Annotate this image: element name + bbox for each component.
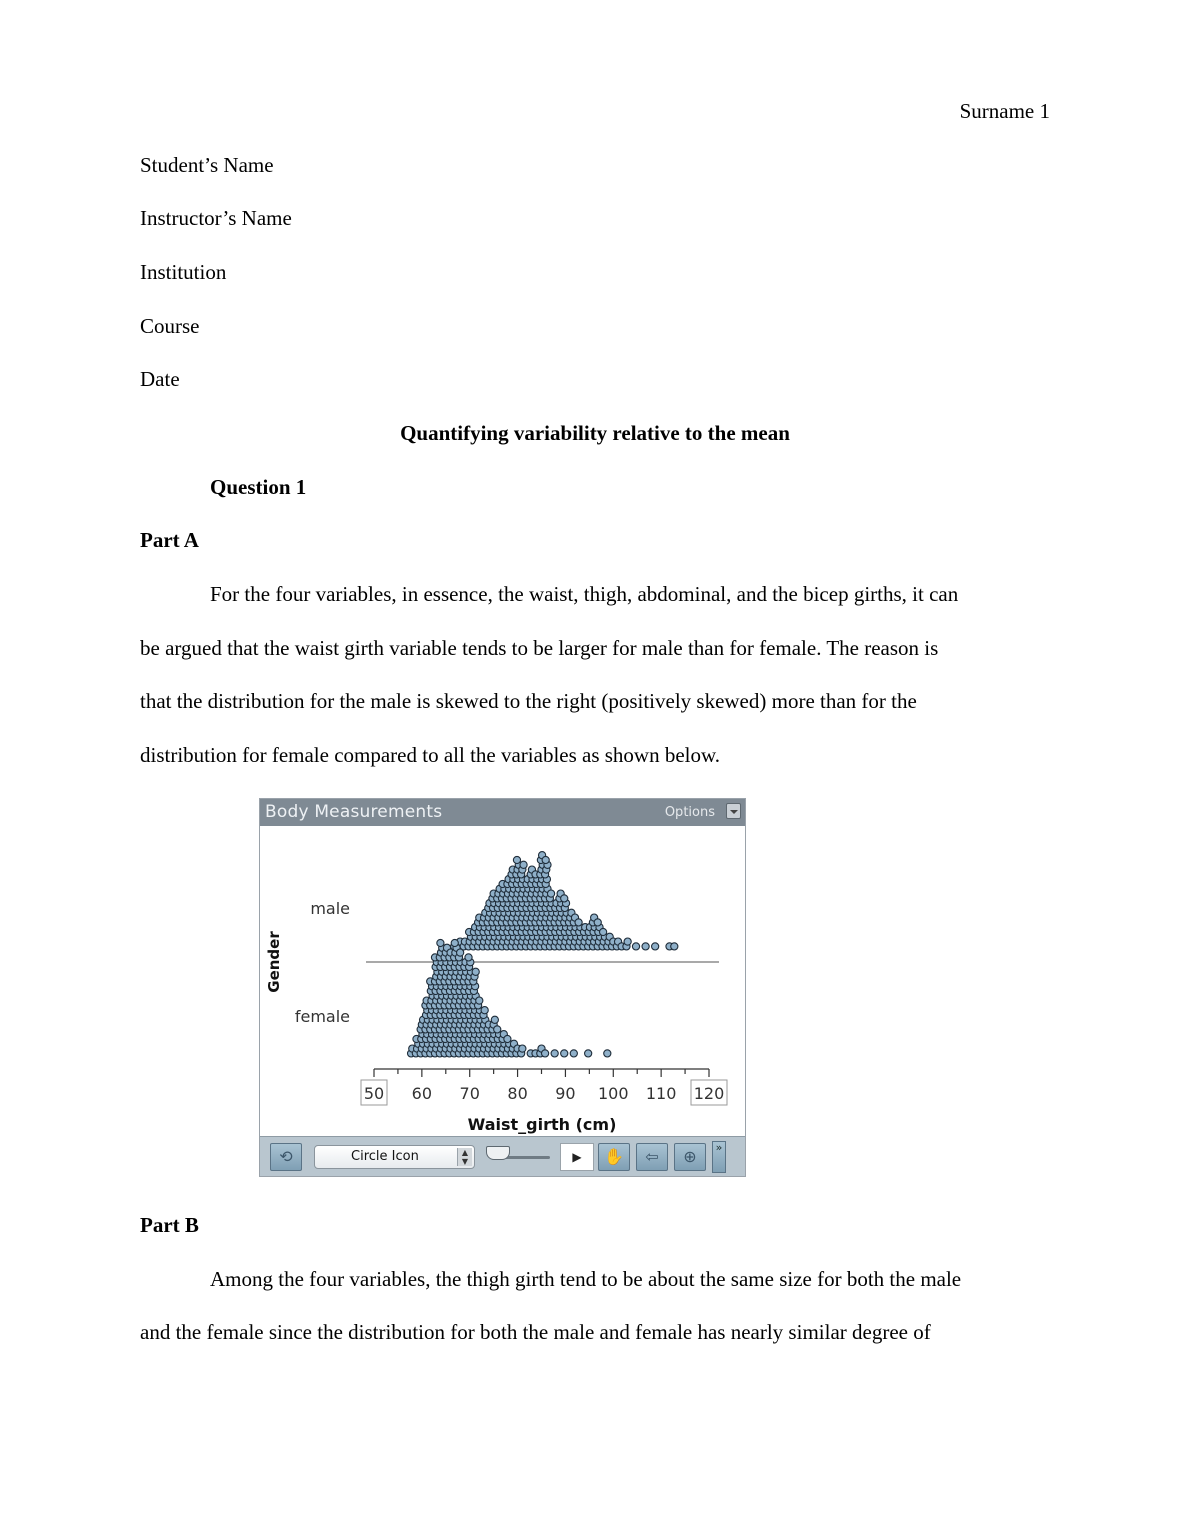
part-a-line-4: distribution for female compared to all the variables as shown below.: [140, 743, 721, 767]
data-point-female: [491, 1016, 498, 1023]
data-point-male: [652, 943, 659, 950]
x-axis-label: Waist_girth (cm): [467, 1115, 617, 1134]
y-axis-label: Gender: [265, 931, 283, 993]
course: Course: [140, 314, 200, 338]
more-tools-button[interactable]: »: [712, 1141, 726, 1173]
data-point-female: [519, 1045, 526, 1052]
data-point-male: [547, 890, 554, 897]
pointer-tool-icon[interactable]: ▶: [560, 1143, 594, 1171]
data-point-male: [575, 919, 582, 926]
data-point-female: [465, 954, 472, 961]
data-point-male: [542, 856, 549, 863]
x-tick-label: 120: [693, 1084, 725, 1103]
running-head: Surname 1: [959, 99, 1050, 123]
data-point-male: [632, 943, 639, 950]
part-a-line-2: be argued that the waist girth variable tends to be larger for male than for female. The reason is: [140, 636, 939, 660]
figure-window-title: Body Measurements: [265, 802, 443, 822]
x-tick-label: 60: [411, 1084, 433, 1103]
date: Date: [140, 367, 180, 391]
x-tick-label: 70: [459, 1084, 480, 1103]
data-point-male: [520, 861, 527, 868]
x-tick-label: 100: [598, 1084, 629, 1103]
hand-tool-icon[interactable]: ✋: [598, 1143, 630, 1171]
data-point-female: [451, 939, 458, 946]
icon-select[interactable]: [314, 1145, 475, 1169]
dot-plot: [260, 826, 745, 1136]
data-point-female: [541, 1050, 548, 1057]
data-point-male: [624, 938, 631, 945]
figure-titlebar: [260, 799, 745, 826]
data-point-male: [600, 928, 607, 935]
body-measurements-figure: [259, 798, 746, 1177]
instructor-name: Instructor’s Name: [140, 206, 292, 230]
data-point-female: [551, 1050, 558, 1057]
options-dropdown-icon[interactable]: [726, 803, 741, 819]
x-tick-label: 50: [363, 1084, 385, 1103]
x-tick-label: 90: [555, 1084, 576, 1103]
part-b-line-2: and the female since the distribution for both the male and female has nearly similar degree of: [140, 1320, 931, 1344]
part-a-heading: Part A: [140, 528, 199, 552]
part-b-heading: Part B: [140, 1213, 199, 1237]
data-point-male: [671, 943, 678, 950]
data-point-female: [561, 1050, 568, 1057]
paper-title: Quantifying variability relative to the mean: [400, 421, 790, 445]
category-label-female: female: [294, 1007, 350, 1026]
options-label[interactable]: Options: [664, 805, 715, 820]
x-tick-label: 110: [645, 1084, 677, 1103]
data-point-female: [481, 1007, 488, 1014]
data-point-female: [472, 968, 479, 975]
data-point-female: [570, 1050, 577, 1057]
data-point-male: [642, 943, 649, 950]
select-arrows-icon: ▲ ▼: [457, 1148, 472, 1166]
icon-size-slider-thumb[interactable]: [486, 1146, 510, 1160]
add-point-tool-icon[interactable]: ⊕: [674, 1143, 706, 1171]
part-b-line-1: Among the four variables, the thigh girth tend to be about the same size for both the male: [210, 1267, 962, 1291]
data-point-male: [513, 856, 520, 863]
data-point-female: [476, 997, 483, 1004]
part-a-line-1: For the four variables, in essence, the waist, thigh, abdominal, and the bicep girths, it can: [210, 582, 959, 606]
data-point-female: [504, 1035, 511, 1042]
student-name: Student’s Name: [140, 153, 274, 177]
data-point-female: [494, 1026, 501, 1033]
x-tick-label: 80: [507, 1084, 528, 1103]
data-point-male: [561, 895, 568, 902]
figure-toolbar: [260, 1136, 745, 1176]
institution: Institution: [140, 260, 227, 284]
refresh-icon[interactable]: ⟲: [270, 1143, 302, 1171]
data-point-female: [437, 939, 444, 946]
category-label-male: male: [310, 899, 350, 918]
arrow-left-tool-icon[interactable]: ⇦: [636, 1143, 668, 1171]
data-point-female: [585, 1050, 592, 1057]
question-heading: Question 1: [210, 475, 307, 499]
icon-select-value: Circle Icon: [351, 1149, 419, 1164]
data-point-male: [594, 919, 601, 926]
data-point-female: [457, 949, 464, 956]
part-a-line-3: that the distribution for the male is skewed to the right (positively skewed) more than for the: [140, 689, 917, 713]
data-point-female: [604, 1050, 611, 1057]
